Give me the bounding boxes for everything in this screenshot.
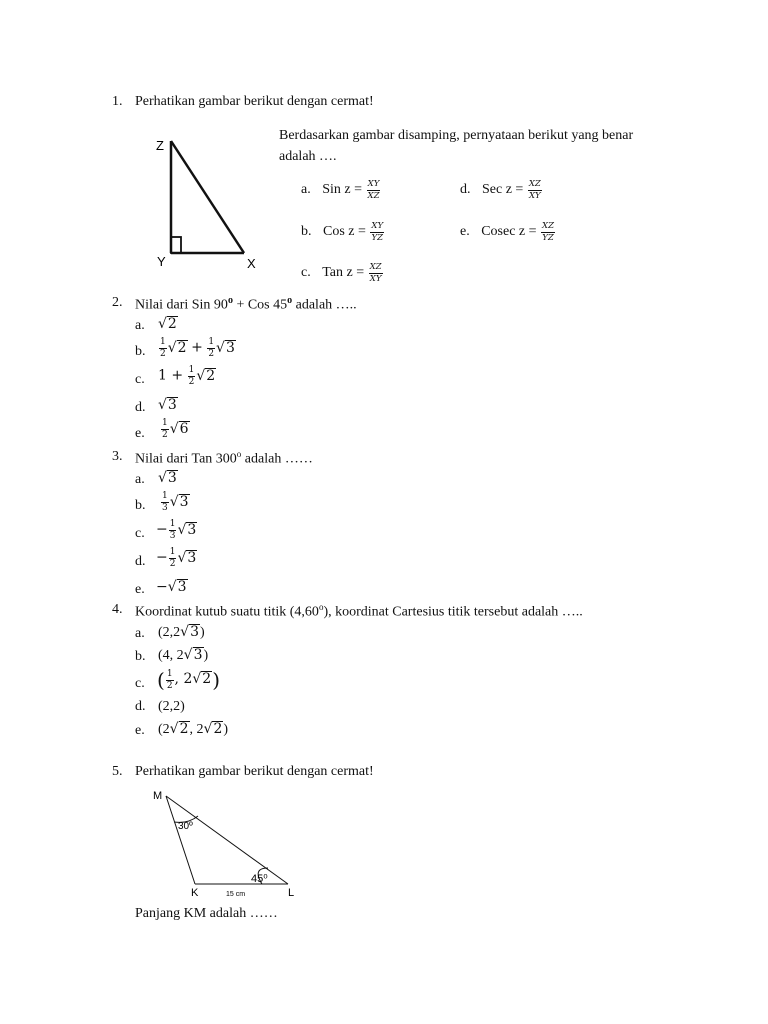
fraction: $\frac{XZ}{YZ}$ bbox=[542, 221, 555, 243]
vertex-label-y: Y bbox=[157, 254, 166, 269]
option-d-value[interactable]: (2,2) bbox=[158, 699, 185, 714]
fraction: $\frac{XY}{XZ}$ bbox=[367, 179, 380, 201]
option-letter-e: e. bbox=[135, 582, 145, 597]
vertex-label-z: Z bbox=[156, 138, 164, 153]
vertex-label-m: M bbox=[153, 790, 163, 802]
option-e[interactable] bbox=[460, 222, 556, 242]
option-c-value[interactable]: 1 + $\frac{1}{2}$ √2 bbox=[158, 365, 216, 387]
option-d-value[interactable]: − $\frac{1}{2}$ √3 bbox=[156, 547, 197, 569]
option-c[interactable] bbox=[301, 263, 384, 283]
option-letter-e: e. bbox=[135, 426, 145, 441]
option-letter-c: c. bbox=[135, 676, 145, 691]
option-b-value[interactable]: $\frac{1}{3}$ √3 bbox=[162, 491, 189, 513]
triangle-mkl-figure bbox=[148, 784, 308, 900]
question-number: 3. bbox=[112, 449, 123, 464]
fraction: $\frac{XY}{YZ}$ bbox=[371, 221, 384, 243]
option-letter-d: d. bbox=[135, 554, 146, 569]
option-d[interactable] bbox=[460, 180, 543, 200]
option-label: Sec z = bbox=[482, 182, 524, 198]
fraction: $\frac{XZ}{XY}$ bbox=[528, 179, 541, 201]
description-line-2: adalah …. bbox=[279, 149, 337, 164]
question-number: 1. bbox=[112, 94, 123, 109]
question-number: 2. bbox=[112, 295, 123, 310]
option-letter: e. bbox=[460, 224, 470, 240]
question-text: Koordinat kutub suatu titik (4,60$^o$), koordinat Cartesius titik tersebut adalah ….. bbox=[135, 602, 583, 620]
question-number: 5. bbox=[112, 764, 123, 779]
option-letter-c: c. bbox=[135, 372, 145, 387]
option-letter-b: b. bbox=[135, 344, 146, 359]
option-letter: a. bbox=[301, 182, 311, 198]
option-letter-a: a. bbox=[135, 472, 145, 487]
option-letter: d. bbox=[460, 182, 471, 198]
angle-label-m: 30º bbox=[178, 821, 193, 832]
option-e-value[interactable]: (2√2, 2√2) bbox=[158, 721, 229, 737]
option-letter-e: e. bbox=[135, 723, 145, 738]
question-text: Perhatikan gambar berikut dengan cermat! bbox=[135, 94, 374, 109]
option-a-value[interactable]: (2,2√3) bbox=[158, 624, 205, 640]
option-label: Sin z = bbox=[322, 182, 363, 198]
option-c-value[interactable]: − $\frac{1}{3}$ √3 bbox=[156, 519, 197, 541]
vertex-label-x: X bbox=[247, 256, 256, 270]
question-text: Nilai dari Tan 300$^o$ adalah …… bbox=[135, 449, 313, 467]
side-label-kl: 15 cm bbox=[226, 891, 246, 898]
option-letter-b: b. bbox=[135, 498, 146, 513]
right-triangle-xyz-figure bbox=[150, 130, 270, 270]
fraction: $\frac{XZ}{XY}$ bbox=[369, 262, 382, 284]
option-b-value[interactable]: $\frac{1}{2}$ √2 + $\frac{1}{2}$ √3 bbox=[160, 337, 235, 359]
vertex-label-l: L bbox=[288, 887, 295, 899]
option-e-value[interactable]: −√3 bbox=[156, 579, 187, 595]
option-a-value[interactable]: √2 bbox=[158, 316, 177, 332]
vertex-label-k: K bbox=[191, 887, 199, 899]
option-label: Cos z = bbox=[323, 224, 366, 240]
description-line-1: Berdasarkan gambar disamping, pernyataan berikut yang benar bbox=[279, 128, 634, 143]
option-letter-a: a. bbox=[135, 318, 145, 333]
question-number: 4. bbox=[112, 602, 123, 617]
option-letter: b. bbox=[301, 224, 312, 240]
option-letter-d: d. bbox=[135, 400, 146, 415]
option-a[interactable] bbox=[301, 180, 381, 200]
option-letter: c. bbox=[301, 265, 311, 281]
option-letter-b: b. bbox=[135, 649, 146, 664]
option-letter-a: a. bbox=[135, 626, 145, 641]
question-text: Nilai dari Sin $90^o$ + Cos 45$^o$ adalah ….. bbox=[135, 295, 357, 313]
option-d-value[interactable]: √3 bbox=[158, 397, 177, 413]
option-label: Tan z = bbox=[322, 265, 365, 281]
question-text: Perhatikan gambar berikut dengan cermat! bbox=[135, 764, 374, 779]
angle-label-l: 45⁰ bbox=[251, 873, 268, 885]
option-a-value[interactable]: √3 bbox=[158, 470, 177, 486]
option-label: Cosec z = bbox=[481, 224, 537, 240]
option-letter-d: d. bbox=[135, 699, 146, 714]
option-b-value[interactable]: (4, 2√3) bbox=[158, 647, 209, 663]
option-letter-c: c. bbox=[135, 526, 145, 541]
question-prompt: Panjang KM adalah …… bbox=[135, 906, 278, 921]
option-b[interactable] bbox=[301, 222, 385, 242]
option-c-value[interactable]: ( $\frac{1}{2}$ , 2√2) bbox=[157, 668, 221, 692]
option-e-value[interactable]: $\frac{1}{2}$ √6 bbox=[162, 418, 189, 440]
